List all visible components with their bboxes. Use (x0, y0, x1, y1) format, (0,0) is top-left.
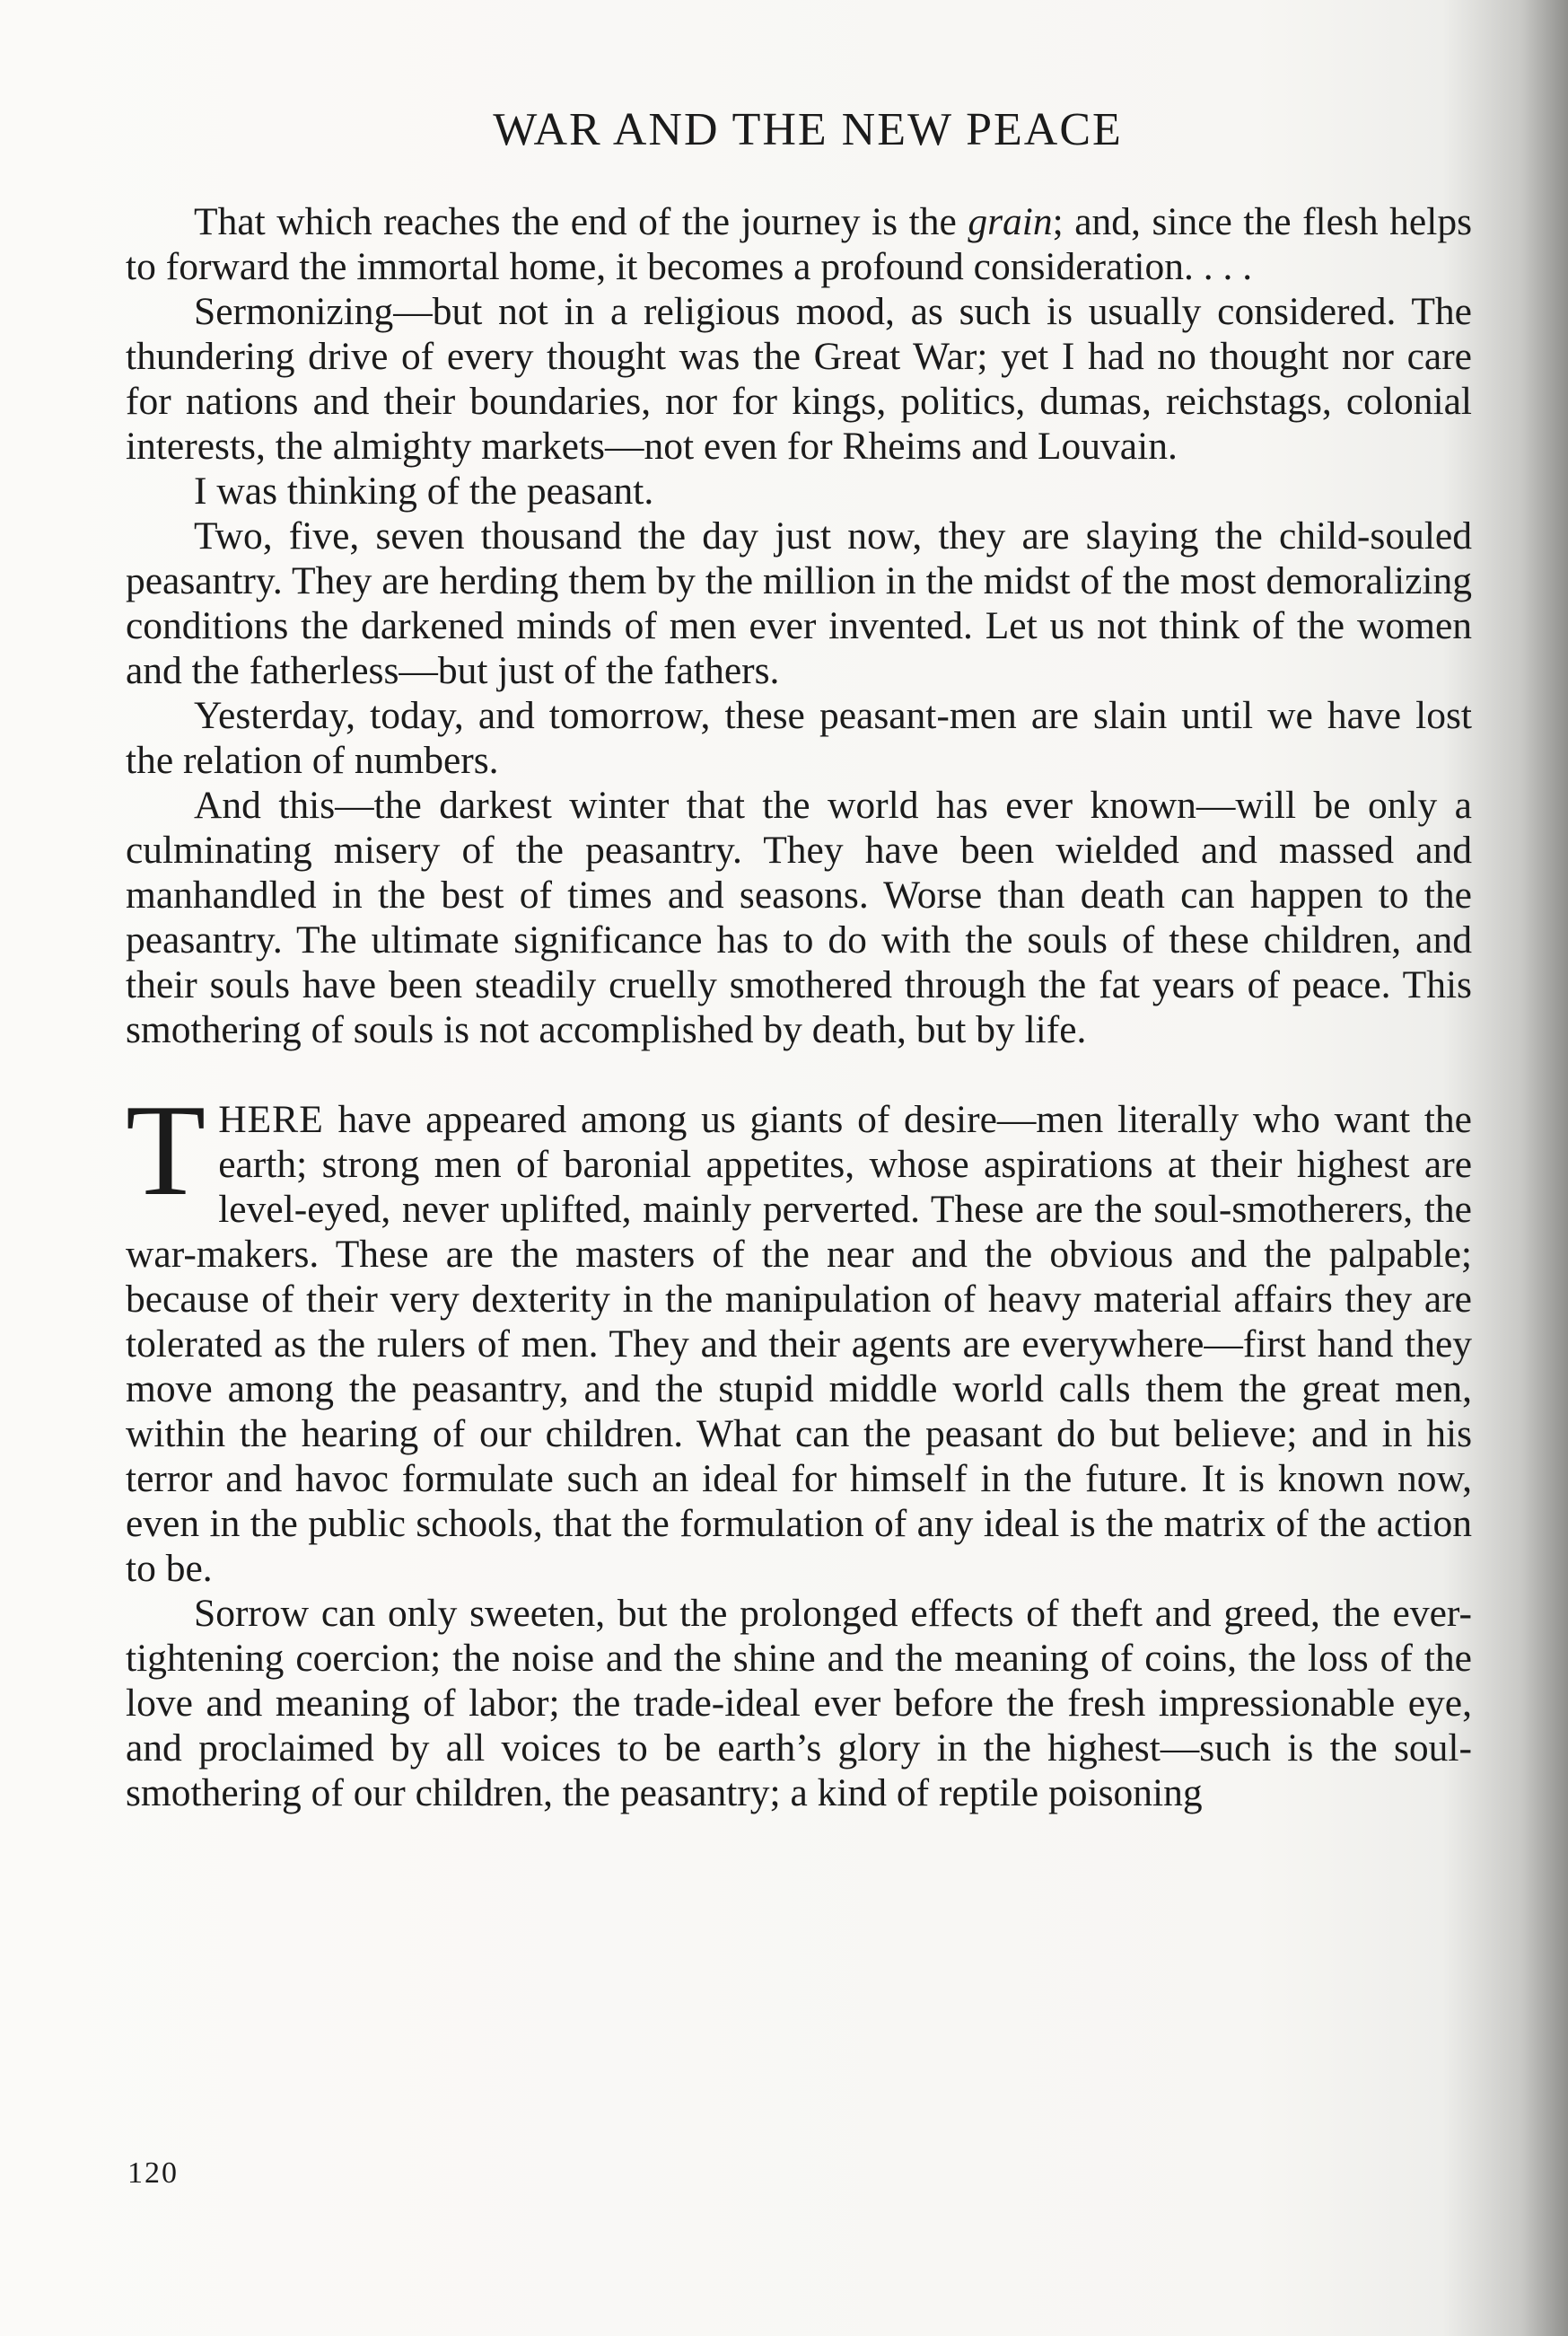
paragraph: And this—the darkest winter that the world has ever known—will be only a culminating misery of the peasantry. They have been wielded and massed and manhandled in the best of times and seasons. Worse than death can happen to the peasantry. The ultimate significance has to do with the souls of these children, and their souls have been steadily cruelly smothered through the fat years of peace. This smothering of souls is not accomplished by death, but by life. (126, 784, 1472, 1051)
paragraph: Sermonizing—but not in a religious mood, as such is usually considered. The thundering drive of every thought was the Great War; yet I had no thought nor care for nations and their boundaries, nor for kings, politics, dumas, reichstags, colonial interests, the almighty markets—not even for Rheims and Louvain. (126, 290, 1472, 468)
section-opening-paragraph (126, 1077, 1472, 1591)
paragraph: Two, five, seven thousand the day just now, they are slaying the child-souled peasantry. They are herding them by the million in the midst of the most demoralizing conditions the darkened minds of men ever invented. Let us not think of the women and the fatherless—but just of the fathers. (126, 514, 1472, 692)
italic-word: grain (968, 200, 1053, 243)
page-number: 120 (127, 2156, 179, 2190)
paragraph: I was thinking of the peasant. (194, 470, 654, 513)
drop-cap: T (126, 1077, 206, 1223)
lead-word: HERE (218, 1098, 324, 1141)
body-text (126, 199, 1472, 1815)
running-head: WAR AND THE NEW PEACE (493, 104, 1123, 155)
paragraph-text: ; and, since the flesh helps to forward the immortal home, it becomes a profound consideration. . . . (126, 200, 1473, 288)
paragraph: Yesterday, today, and tomorrow, these peasant-men are slain until we have lost the relation of numbers. (126, 694, 1472, 782)
paragraph-text: have appeared among us giants of desire—men literally who want the earth; strong men of baronial appetites, whose aspirations at their highest are level-eyed, never uplifted, mainly perverted. These are the soul-smotherers, the war-makers. These are the masters of the near and the obvious and the palpable; because of their very dexterity in the manipulation of heavy material affairs they are tolerated as the rulers of men. They and their agents are everywhere—first hand they move among the peasantry, and the stupid middle world calls them the great men, within the hearing of our children. What can the peasant do but believe; and in his terror and havoc formulate such an ideal for himself in the future. It is known now, even in the public schools, that the formulation of any ideal is the matrix of the action to be. (126, 1098, 1472, 1590)
paragraph-text: That which reaches the end of the journey is the (194, 200, 968, 243)
paragraph (126, 199, 1472, 289)
paragraph: Sorrow can only sweeten, but the prolonged effects of theft and greed, the ever-tightening coercion; the noise and the shine and the meaning of coins, the loss of the love and meaning of labor; the trade-ideal ever before the fresh impressionable eye, and proclaimed by all voices to be earth’s glory in the highest—such is the soul-smothering of our children, the peasantry; a kind of reptile poisoning (126, 1592, 1472, 1814)
